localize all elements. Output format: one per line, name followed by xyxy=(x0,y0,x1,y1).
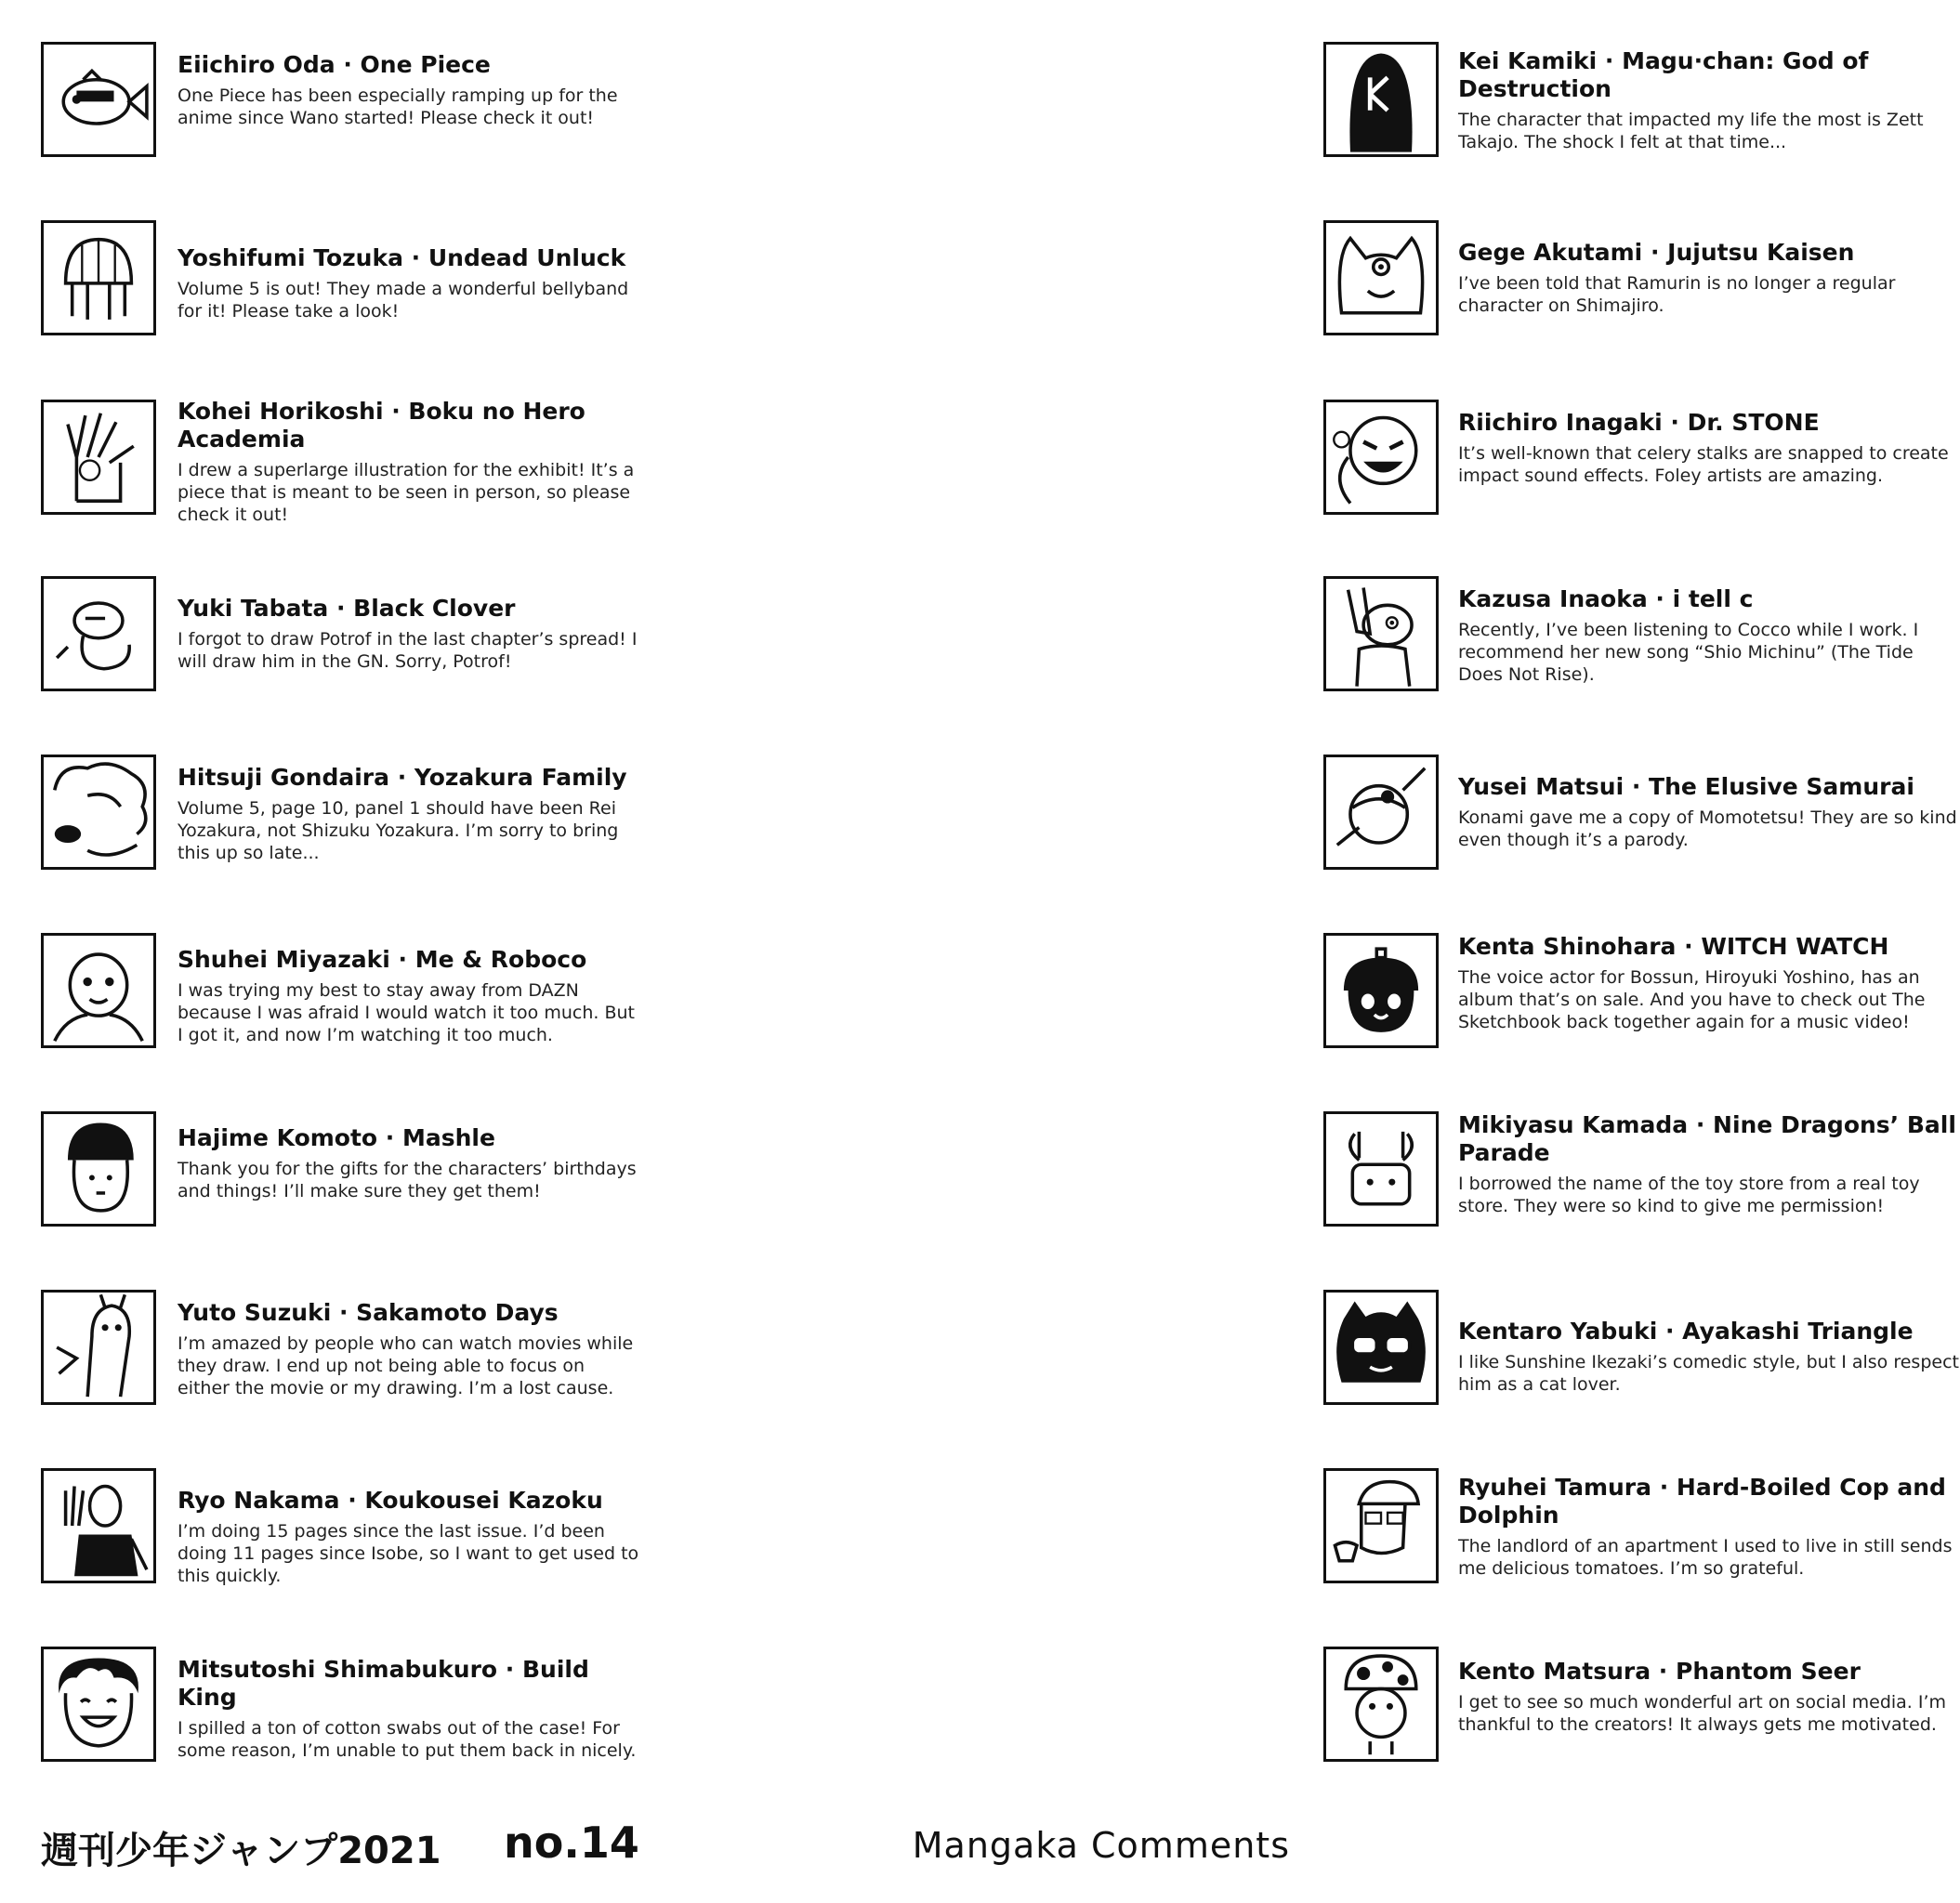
comment-entry xyxy=(0,1647,661,1777)
author-name: Kento Matsura · Phantom Seer xyxy=(1458,1658,1861,1685)
cat-icon xyxy=(1323,220,1439,335)
author-comment: Recently, I’ve been listening to Cocco while I work. I recommend her new song “Shio Michinu” (The Tide Does Not Rise). xyxy=(1458,620,1919,685)
author-comment: One Piece has been especially ramping up for the anime since Wano started! Please check it out! xyxy=(178,85,618,128)
author-name: Yuki Tabata · Black Clover xyxy=(178,595,516,622)
author-name: Riichiro Inagaki · Dr. STONE xyxy=(1458,409,1820,436)
comment-entry xyxy=(661,1111,1956,1241)
author-name: Kazusa Inaoka · i tell c xyxy=(1458,585,1754,612)
author-name: Kei Kamiki · Magu·chan: God of Destruction xyxy=(1458,47,1869,102)
author-comment: I get to see so much wonderful art on social media. I’m thankful to the creators! It always gets me motivated. xyxy=(1458,1692,1947,1735)
author-comment: Thank you for the gifts for the characters’ birthdays and things! I’ll make sure they get them! xyxy=(178,1159,637,1201)
author-name: Gege Akutami · Jujutsu Kaisen xyxy=(1458,239,1855,266)
hooded-figure-icon xyxy=(1323,42,1439,157)
author-comment: I was trying my best to stay away from DAZN because I was afraid I would watch it too much. But I got it, and now I’m watching it too much. xyxy=(178,980,635,1045)
author-name: Yuto Suzuki · Sakamoto Days xyxy=(178,1299,559,1326)
bird-icon xyxy=(41,576,156,691)
comment-entry xyxy=(0,933,661,1063)
magazine-title: 週刊少年ジャンプ2021 xyxy=(41,1830,441,1872)
comment-entry xyxy=(661,42,1924,172)
author-name: Kohei Horikoshi · Boku no Hero Academia xyxy=(178,398,585,453)
author-name: Kentaro Yabuki · Ayakashi Triangle xyxy=(1458,1318,1914,1345)
section-title: Mangaka Comments xyxy=(912,1825,1290,1866)
jellyfish-icon xyxy=(41,220,156,335)
author-comment: I’m amazed by people who can watch movies while they draw. I end up not being able to focus on either the movie or my drawing. I’m a lost cause. xyxy=(178,1333,634,1398)
comment-entry xyxy=(0,1468,661,1598)
author-name: Yoshifumi Tozuka · Undead Unluck xyxy=(178,244,626,271)
author-comment: The landlord of an apartment I used to live in still sends me delicious tomatoes. I’m so grateful. xyxy=(1458,1536,1953,1579)
grinning-face-icon xyxy=(1323,400,1439,515)
comment-entry xyxy=(0,1111,661,1241)
author-comment: The voice actor for Bossun, Hiroyuki Yoshino, has an album that’s on sale. And you have to check out The Sketchbook back together again for a music video! xyxy=(1458,967,1926,1032)
left-column xyxy=(0,0,661,1803)
author-name: Mikiyasu Kamada · Nine Dragons’ Ball Parade xyxy=(1458,1111,1956,1166)
hand-icon xyxy=(41,400,156,515)
author-name: Mitsutoshi Shimabukuro · Build King xyxy=(178,1656,589,1711)
author-comment: It’s well-known that celery stalks are snapped to create impact sound effects. Foley artists are amazing. xyxy=(1458,443,1949,486)
bald-man-icon xyxy=(41,933,156,1048)
author-comment: I drew a superlarge illustration for the exhibit! It’s a piece that is meant to be seen in person, so please check it out! xyxy=(178,460,635,525)
cat-glasses-icon xyxy=(1323,1290,1439,1405)
acorn-icon xyxy=(1323,933,1439,1048)
author-name: Ryuhei Tamura · Hard-Boiled Cop and Dolphin xyxy=(1458,1474,1946,1529)
author-name: Hitsuji Gondaira · Yozakura Family xyxy=(178,764,627,791)
author-comment: I’m doing 15 pages since the last issue. I’d been doing 11 pages since Isobe, so I want to get used to this quickly. xyxy=(178,1521,639,1586)
author-name: Yusei Matsui · The Elusive Samurai xyxy=(1458,773,1914,800)
cap-man-icon xyxy=(1323,1468,1439,1583)
comment-entry xyxy=(0,42,661,172)
author-comment: I forgot to draw Potrof in the last chapter’s spread! I will draw him in the GN. Sorry, Potrof! xyxy=(178,629,638,672)
author-name: Ryo Nakama · Koukousei Kazoku xyxy=(178,1487,603,1514)
sheep-icon xyxy=(41,755,156,870)
mushroom-head-icon xyxy=(41,1111,156,1227)
author-comment: I spilled a ton of cotton swabs out of the case! For some reason, I’m unable to put them back in nicely. xyxy=(178,1718,637,1761)
mushroom-bird-icon xyxy=(1323,1647,1439,1762)
comment-entry xyxy=(661,755,1957,885)
page-footer xyxy=(41,1818,1290,1877)
comment-entry xyxy=(661,1647,1947,1777)
comment-entry xyxy=(661,220,1896,350)
comment-entry xyxy=(0,398,661,528)
comment-entry xyxy=(661,398,1949,528)
comment-entry xyxy=(0,755,661,885)
octopus-icon xyxy=(1323,755,1439,870)
comment-entry xyxy=(0,576,661,706)
comment-entry xyxy=(661,933,1926,1063)
comment-entry xyxy=(0,1290,661,1420)
issue-number: no.14 xyxy=(504,1818,639,1868)
author-comment: I like Sunshine Ikezaki’s comedic style, but I also respect him as a cat lover. xyxy=(1458,1352,1959,1395)
comment-entry xyxy=(0,220,661,350)
rabbit-icon xyxy=(1323,576,1439,691)
author-name: Kenta Shinohara · WITCH WATCH xyxy=(1458,933,1889,960)
smiling-boy-icon xyxy=(41,1647,156,1762)
giraffe-icon xyxy=(41,1290,156,1405)
author-comment: Konami gave me a copy of Momotetsu! They are so kind even though it’s a parody. xyxy=(1458,807,1957,850)
comment-entry xyxy=(661,1290,1959,1420)
author-comment: Volume 5 is out! They made a wonderful bellyband for it! Please take a look! xyxy=(178,279,629,322)
author-name: Shuhei Miyazaki · Me & Roboco xyxy=(178,946,587,973)
crab-icon xyxy=(1323,1111,1439,1227)
comment-entry xyxy=(661,576,1919,706)
waving-figure-icon xyxy=(41,1468,156,1583)
comment-entry xyxy=(661,1468,1953,1598)
author-comment: The character that impacted my life the most is Zett Takajo. The shock I felt at that time... xyxy=(1458,110,1924,152)
right-column xyxy=(661,0,1959,1803)
author-name: Hajime Komoto · Mashle xyxy=(178,1124,495,1151)
author-comment: Volume 5, page 10, panel 1 should have been Rei Yozakura, not Shizuku Yozakura. I’m sorry to bring this up so late... xyxy=(178,798,619,863)
fish-icon xyxy=(41,42,156,157)
author-comment: I borrowed the name of the toy store from a real toy store. They were so kind to give me permission! xyxy=(1458,1174,1920,1216)
author-name: Eiichiro Oda · One Piece xyxy=(178,51,491,78)
author-comment: I’ve been told that Ramurin is no longer a regular character on Shimajiro. xyxy=(1458,273,1896,316)
